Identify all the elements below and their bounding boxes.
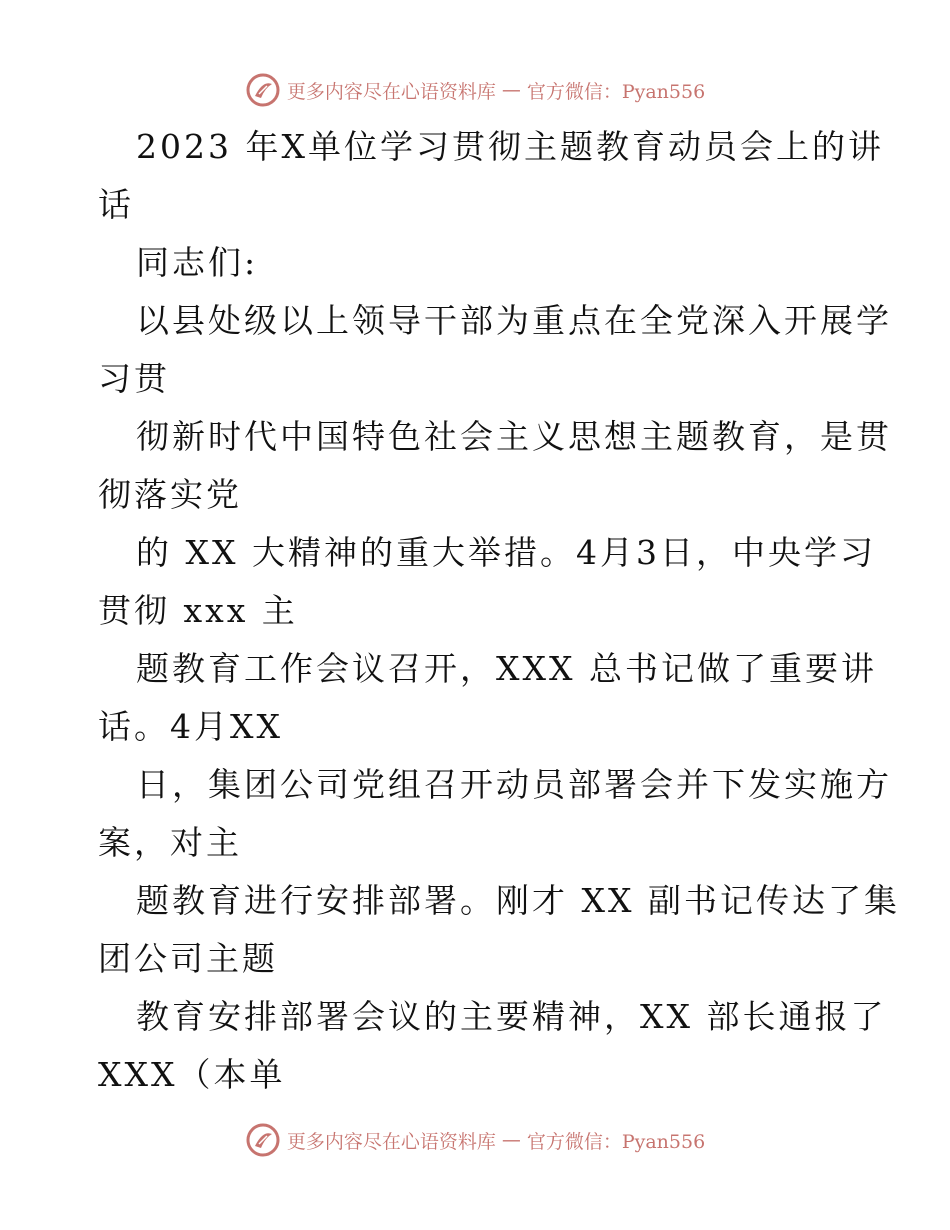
document-line: 团公司主题 [98,939,278,978]
header-banner [0,70,950,110]
document-line: 话 [98,185,134,224]
document-line: 题教育进行安排部署。刚才 XX 副书记传达了集 [136,881,900,920]
document-line: 案，对主 [98,823,242,862]
document-line: 彻落实党 [98,475,242,514]
document-line: 2023 年X单位学习贯彻主题教育动员会上的讲 [136,127,884,166]
footer-banner [0,1120,950,1160]
brand-logo-icon [245,72,281,108]
document-line: XXX（本单 [98,1055,286,1094]
footer-wechat-text: 官方微信：Pyan556 [526,1130,706,1153]
header-wechat-text: 官方微信：Pyan556 [526,80,706,103]
document-line: 话。4月XX [98,707,283,746]
document-line: 贯彻 xxx 主 [98,591,298,630]
document-line: 同志们: [136,243,259,282]
document-line: 习贯 [98,359,170,398]
brand-logo-icon [245,1122,281,1158]
document-line: 题教育工作会议召开，XXX 总书记做了重要讲 [136,649,877,688]
document-line: 彻新时代中国特色社会主义思想主题教育，是贯 [136,417,892,456]
header-brand-text: 更多内容尽在心语资料库 [286,80,496,103]
document-line: 日，集团公司党组召开动员部署会并下发实施方 [136,765,892,804]
document-body [98,118,900,1104]
footer-separator: — [501,1129,521,1151]
document-line: 教育安排部署会议的主要精神，XX 部长通报了 [136,997,887,1036]
header-separator: — [501,79,521,101]
document-line: 的 XX 大精神的重大举措。4月3日，中央学习 [136,533,876,572]
footer-brand-text: 更多内容尽在心语资料库 [286,1130,496,1153]
document-line: 以县处级以上领导干部为重点在全党深入开展学 [136,301,892,340]
